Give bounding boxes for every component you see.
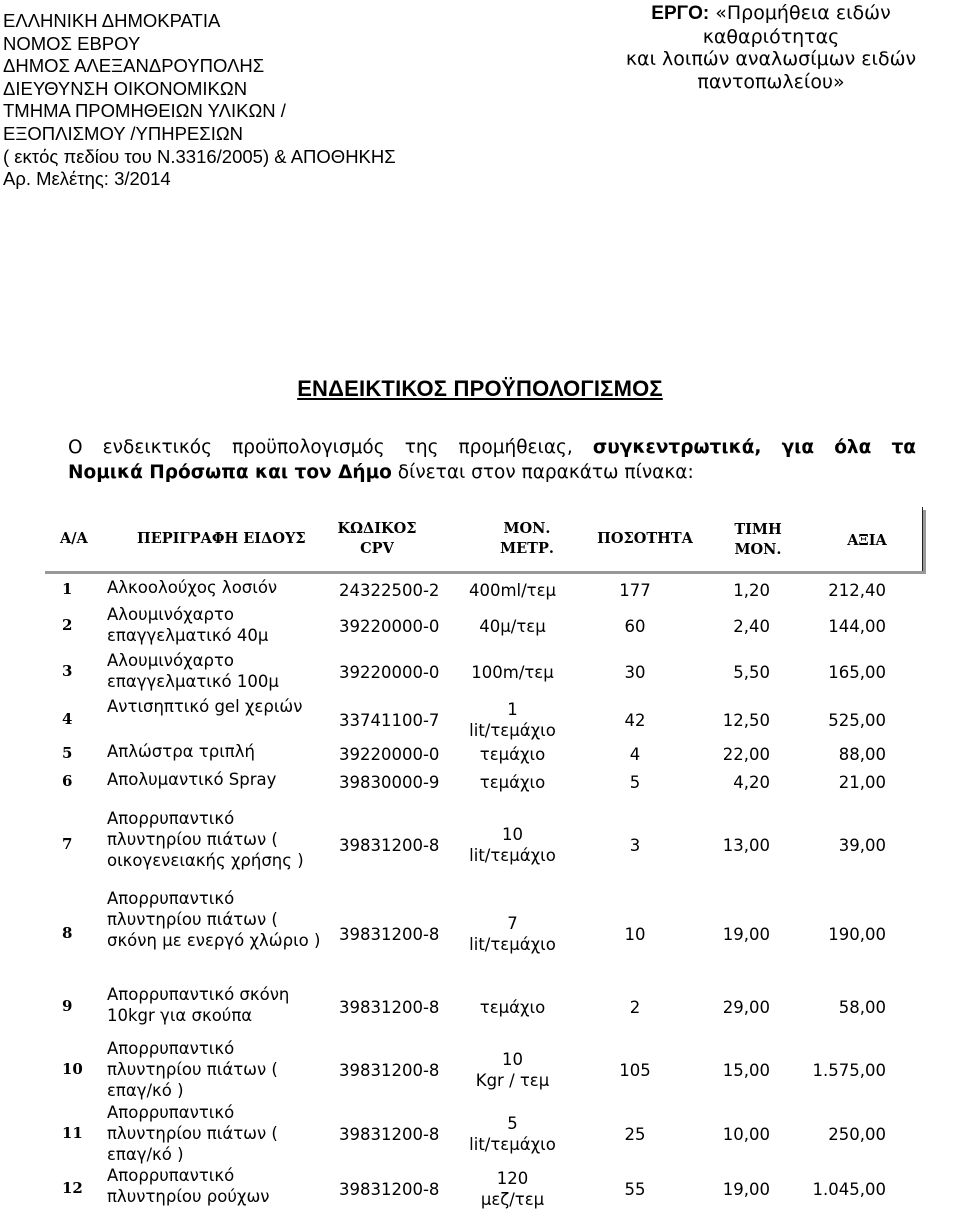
item-value: 1.575,00 (812, 1061, 886, 1080)
project-label: ΕΡΓΟ: (651, 3, 710, 24)
item-unit: 400ml/τεμ (468, 581, 557, 600)
item-unit-line: lit/τεμάχιο (469, 846, 556, 865)
intro-word-bold: συγκεντρωτικά, (592, 437, 762, 458)
intro-line-2 (68, 462, 694, 483)
issuer-line: ( εκτός πεδίου του Ν.3316/2005) & ΑΠΟΘΗΚΗΣ (3, 145, 396, 167)
item-unit (450, 699, 575, 741)
item-description: Αλουμινόχαρτο επαγγελματικό 100μ (107, 651, 279, 691)
item-description: Απλώστρα τριπλή (107, 742, 255, 761)
item-unit-line: 5 (507, 1114, 518, 1133)
item-value: 88,00 (838, 745, 886, 764)
item-unit-price: 12,50 (722, 711, 770, 730)
row-number: 9 (62, 997, 73, 1015)
intro-bold: Νομικά Πρόσωπα και τον Δήμο (68, 462, 392, 483)
item-unit: τεμάχιο (479, 745, 546, 764)
item-value: 250,00 (828, 1125, 886, 1144)
item-value: 165,00 (828, 663, 886, 682)
item-quantity: 3 (629, 836, 641, 855)
intro-word-bold: όλα (834, 437, 872, 458)
intro-rest: δίνεται στον παρακάτω πίνακα: (391, 462, 694, 483)
item-value: 58,00 (838, 998, 886, 1017)
item-unit-price: 29,00 (722, 998, 770, 1017)
row-number: 10 (62, 1060, 83, 1078)
item-unit-line: 10 (502, 1050, 523, 1069)
item-quantity: 55 (624, 1180, 646, 1199)
project-block (591, 2, 951, 93)
item-quantity: 177 (619, 581, 651, 600)
item-description: Απορρυπαντικό σκόνη 10kgr για σκούπα (107, 985, 290, 1025)
item-unit: 40μ/τεμ (479, 617, 546, 636)
item-unit: 100m/τεμ (471, 663, 554, 682)
item-unit-price: 15,00 (722, 1061, 770, 1080)
item-cpv-code: 33741100-7 (339, 711, 440, 730)
intro-word-bold: τα (891, 437, 916, 458)
item-cpv-code: 39831200-8 (339, 1125, 440, 1144)
item-quantity: 60 (624, 617, 646, 636)
item-description: Απορρυπαντικό πλυντηρίου πιάτων ( επαγ/κό ) (107, 1103, 278, 1164)
issuer-line: ΝΟΜΟΣ ΕΒΡΟΥ (3, 32, 141, 54)
intro-word: προϋπολογισμός (232, 437, 385, 458)
intro-word: ενδεικτικός (102, 437, 212, 458)
item-quantity: 2 (629, 998, 641, 1017)
intro-word: προμήθειας, (458, 437, 573, 458)
row-number: 6 (62, 772, 73, 790)
col-header-unit-line: ΜΟΝ. (503, 520, 551, 537)
item-description: Απολυμαντικό Spray (107, 770, 277, 789)
item-quantity: 105 (619, 1061, 651, 1080)
item-unit-line: 7 (507, 914, 518, 933)
row-number: 8 (62, 924, 73, 942)
project-title-line: «Προμήθεια ειδών καθαριότητας (702, 2, 891, 48)
item-quantity: 5 (629, 773, 641, 792)
item-unit-price: 5,50 (733, 663, 770, 682)
row-number: 5 (62, 744, 73, 762)
item-cpv-code: 39220000-0 (339, 617, 440, 636)
item-value: 525,00 (828, 711, 886, 730)
col-header-cpv (324, 519, 430, 559)
item-cpv-code: 39831200-8 (339, 1180, 440, 1199)
row-number: 12 (62, 1179, 83, 1197)
item-unit-price: 19,00 (722, 925, 770, 944)
item-unit-line: lit/τεμάχιο (469, 1135, 556, 1154)
issuer-line: ΕΛΛΗΝΙΚΗ ΔΗΜΟΚΡΑΤΙΑ (3, 10, 221, 31)
table-header (42, 507, 923, 571)
item-description: Απορρυπαντικό πλυντηρίου πιάτων ( επαγ/κό ) (107, 1039, 278, 1100)
item-cpv-code: 39831200-8 (339, 836, 440, 855)
item-unit-line: 1 (507, 700, 518, 719)
issuer-line: ΕΞΟΠΛΙΣΜΟΥ /ΥΠΗΡΕΣΙΩΝ (3, 122, 244, 144)
item-unit-line: lit/τεμάχιο (469, 721, 556, 740)
col-header-cpv-line: CPV (360, 540, 394, 557)
item-unit-price: 19,00 (722, 1180, 770, 1199)
col-header-quantity: ΠΟΣΟΤΗΤΑ (597, 530, 693, 547)
item-quantity: 4 (629, 745, 641, 764)
study-number: Αρ. Μελέτης: 3/2014 (3, 168, 171, 190)
item-cpv-code: 24322500-2 (339, 581, 440, 600)
issuer-line: ΔΗΜΟΣ ΑΛΕΞΑΝΔΡΟΥΠΟΛΗΣ (3, 55, 265, 77)
item-unit: τεμάχιο (479, 998, 546, 1017)
item-quantity: 25 (624, 1125, 646, 1144)
item-value: 190,00 (828, 925, 886, 944)
item-unit (450, 824, 575, 866)
item-description: Απορρυπαντικό πλυντηρίου πιάτων ( σκόνη με ενεργό χλώριο ) (107, 889, 321, 950)
item-unit-price: 22,00 (722, 745, 770, 764)
col-header-value: ΑΞΙΑ (847, 532, 887, 549)
item-unit-line: Kgr / τεμ (475, 1071, 550, 1090)
intro-word-bold: για (781, 437, 815, 458)
item-unit-price: 10,00 (722, 1125, 770, 1144)
item-description: Αλουμινόχαρτο επαγγελματικό 40μ (107, 605, 269, 645)
item-quantity: 30 (624, 663, 646, 682)
row-number: 3 (62, 662, 73, 680)
document-title: ΕΝΔΕΙΚΤΙΚΟΣ ΠΡΟΫΠΟΛΟΓΙΣΜΟΣ (297, 376, 663, 401)
item-value: 144,00 (828, 617, 886, 636)
item-description: Απορρυπαντικό πλυντηρίου πιάτων ( οικογενειακής χρήσης ) (107, 809, 304, 870)
issuer-line: ΔΙΕΥΘΥΝΣΗ ΟΙΚΟΝΟΜΙΚΩΝ (3, 77, 248, 99)
item-unit-price: 2,40 (733, 617, 770, 636)
item-value: 212,40 (828, 581, 886, 600)
item-unit: τεμάχιο (479, 773, 546, 792)
col-header-cpv-line: ΚΩΔΙΚΟΣ (337, 520, 417, 537)
col-header-description: ΠΕΡΙΓΡΑΦΗ ΕΙΔΟΥΣ (137, 530, 306, 547)
item-unit-price: 13,00 (722, 836, 770, 855)
item-unit-line: lit/τεμάχιο (469, 935, 556, 954)
project-title-line: παντοπωλείου» (697, 70, 845, 93)
col-header-unit-line: ΜΕΤΡ. (500, 540, 554, 557)
row-number: 4 (62, 710, 73, 728)
col-header-unit (482, 519, 572, 559)
item-value: 21,00 (838, 773, 886, 792)
item-unit (450, 913, 575, 955)
item-unit (450, 1049, 575, 1091)
item-unit (450, 1168, 575, 1210)
item-description: Απορρυπαντικό πλυντηρίου ρούχων (107, 1166, 270, 1206)
item-value: 39,00 (838, 836, 886, 855)
col-header-price-line: ΜΟΝ. (734, 541, 782, 558)
item-cpv-code: 39220000-0 (339, 663, 440, 682)
item-unit-price: 1,20 (733, 581, 770, 600)
col-header-price-line: ΤΙΜΗ (734, 521, 782, 538)
item-unit-line: 10 (502, 825, 523, 844)
item-unit-line: μεζ/τεμ (480, 1190, 545, 1209)
item-description: Αντισηπτικό gel χεριών (107, 697, 303, 716)
col-header-aa: Α/Α (60, 530, 88, 547)
row-number: 2 (62, 616, 73, 634)
row-number: 1 (62, 580, 73, 598)
intro-line-1 (68, 437, 916, 458)
item-unit-price: 4,20 (733, 773, 770, 792)
item-cpv-code: 39831200-8 (339, 998, 440, 1017)
item-quantity: 10 (624, 925, 646, 944)
col-header-unit-price (718, 520, 798, 560)
item-value: 1.045,00 (812, 1180, 886, 1199)
item-unit-line: 120 (496, 1169, 529, 1188)
item-unit (450, 1113, 575, 1155)
item-cpv-code: 39220000-0 (339, 745, 440, 764)
item-quantity: 42 (624, 711, 646, 730)
item-cpv-code: 39831200-8 (339, 1061, 440, 1080)
item-description: Αλκοολούχος λοσιόν (107, 578, 278, 597)
intro-word: της (404, 437, 439, 458)
item-cpv-code: 39831200-8 (339, 925, 440, 944)
issuer-line: ΤΜΗΜΑ ΠΡΟΜΗΘΕΙΩΝ ΥΛΙΚΩΝ / (3, 100, 286, 122)
row-number: 11 (62, 1124, 83, 1142)
row-number: 7 (62, 835, 73, 853)
issuer-block (3, 10, 396, 191)
intro-word: Ο (68, 437, 83, 458)
item-cpv-code: 39830000-9 (339, 773, 440, 792)
project-title-line: και λοιπών αναλωσίμων ειδών (625, 48, 917, 70)
